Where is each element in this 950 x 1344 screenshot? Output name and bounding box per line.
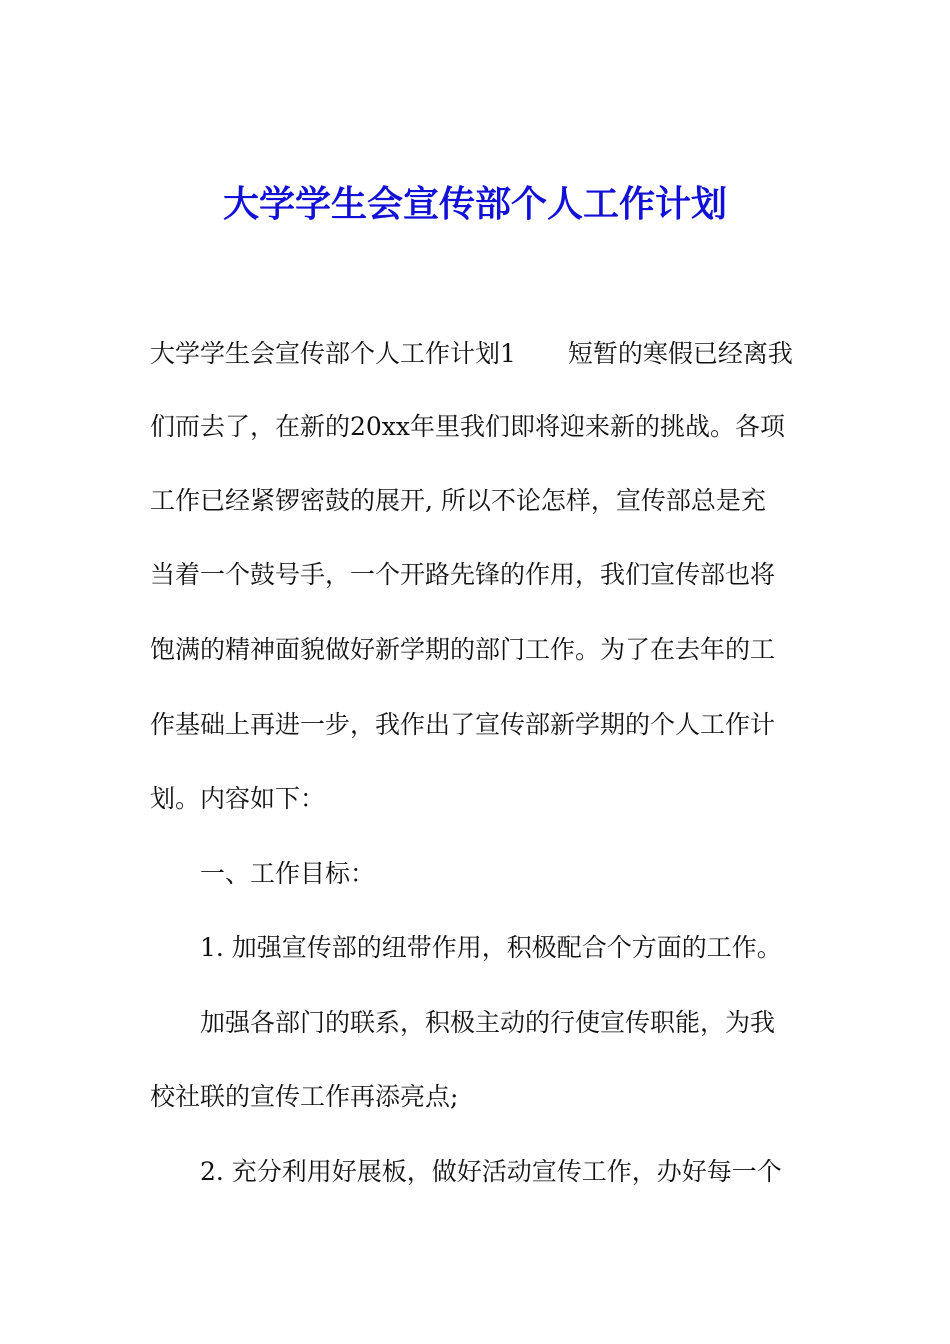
paragraph-line-1 <box>150 334 820 374</box>
paragraph-line-3: 工作已经紧锣密鼓的展开, 所以不论怎样，宣传部总是充 <box>150 486 766 515</box>
paragraph-line-4: 当着一个鼓号手，一个开路先锋的作用，我们宣传部也将 <box>150 560 776 589</box>
paragraph-line-6: 作基础上再进一步，我作出了宣传部新学期的个人工作计 <box>150 710 776 739</box>
goal-item-1-detail-line-2: 校社联的宣传工作再添亮点; <box>150 1082 459 1111</box>
goal-item-1-detail-line-1: 加强各部门的联系，积极主动的行使宣传职能，为我 <box>200 1008 776 1037</box>
plan-heading-inline: 大学学生会宣传部个人工作计划1 <box>150 339 516 368</box>
goal-item-2: 2. 充分利用好展板，做好活动宣传工作，办好每一个 <box>200 1157 782 1186</box>
paragraph-line-2: 们而去了，在新的20xx年里我们即将迎来新的挑战。各项 <box>150 412 786 441</box>
paragraph-line-7: 划。内容如下： <box>150 784 326 813</box>
document-title: 大学学生会宣传部个人工作计划 <box>222 183 727 225</box>
section-heading-goals: 一、工作目标： <box>200 859 376 888</box>
paragraph-line-1-text: 短暂的寒假已经离我 <box>567 339 793 368</box>
goal-item-1: 1. 加强宣传部的纽带作用，积极配合个方面的工作。 <box>200 933 782 962</box>
paragraph-line-5: 饱满的精神面貌做好新学期的部门工作。为了在去年的工 <box>150 635 776 664</box>
